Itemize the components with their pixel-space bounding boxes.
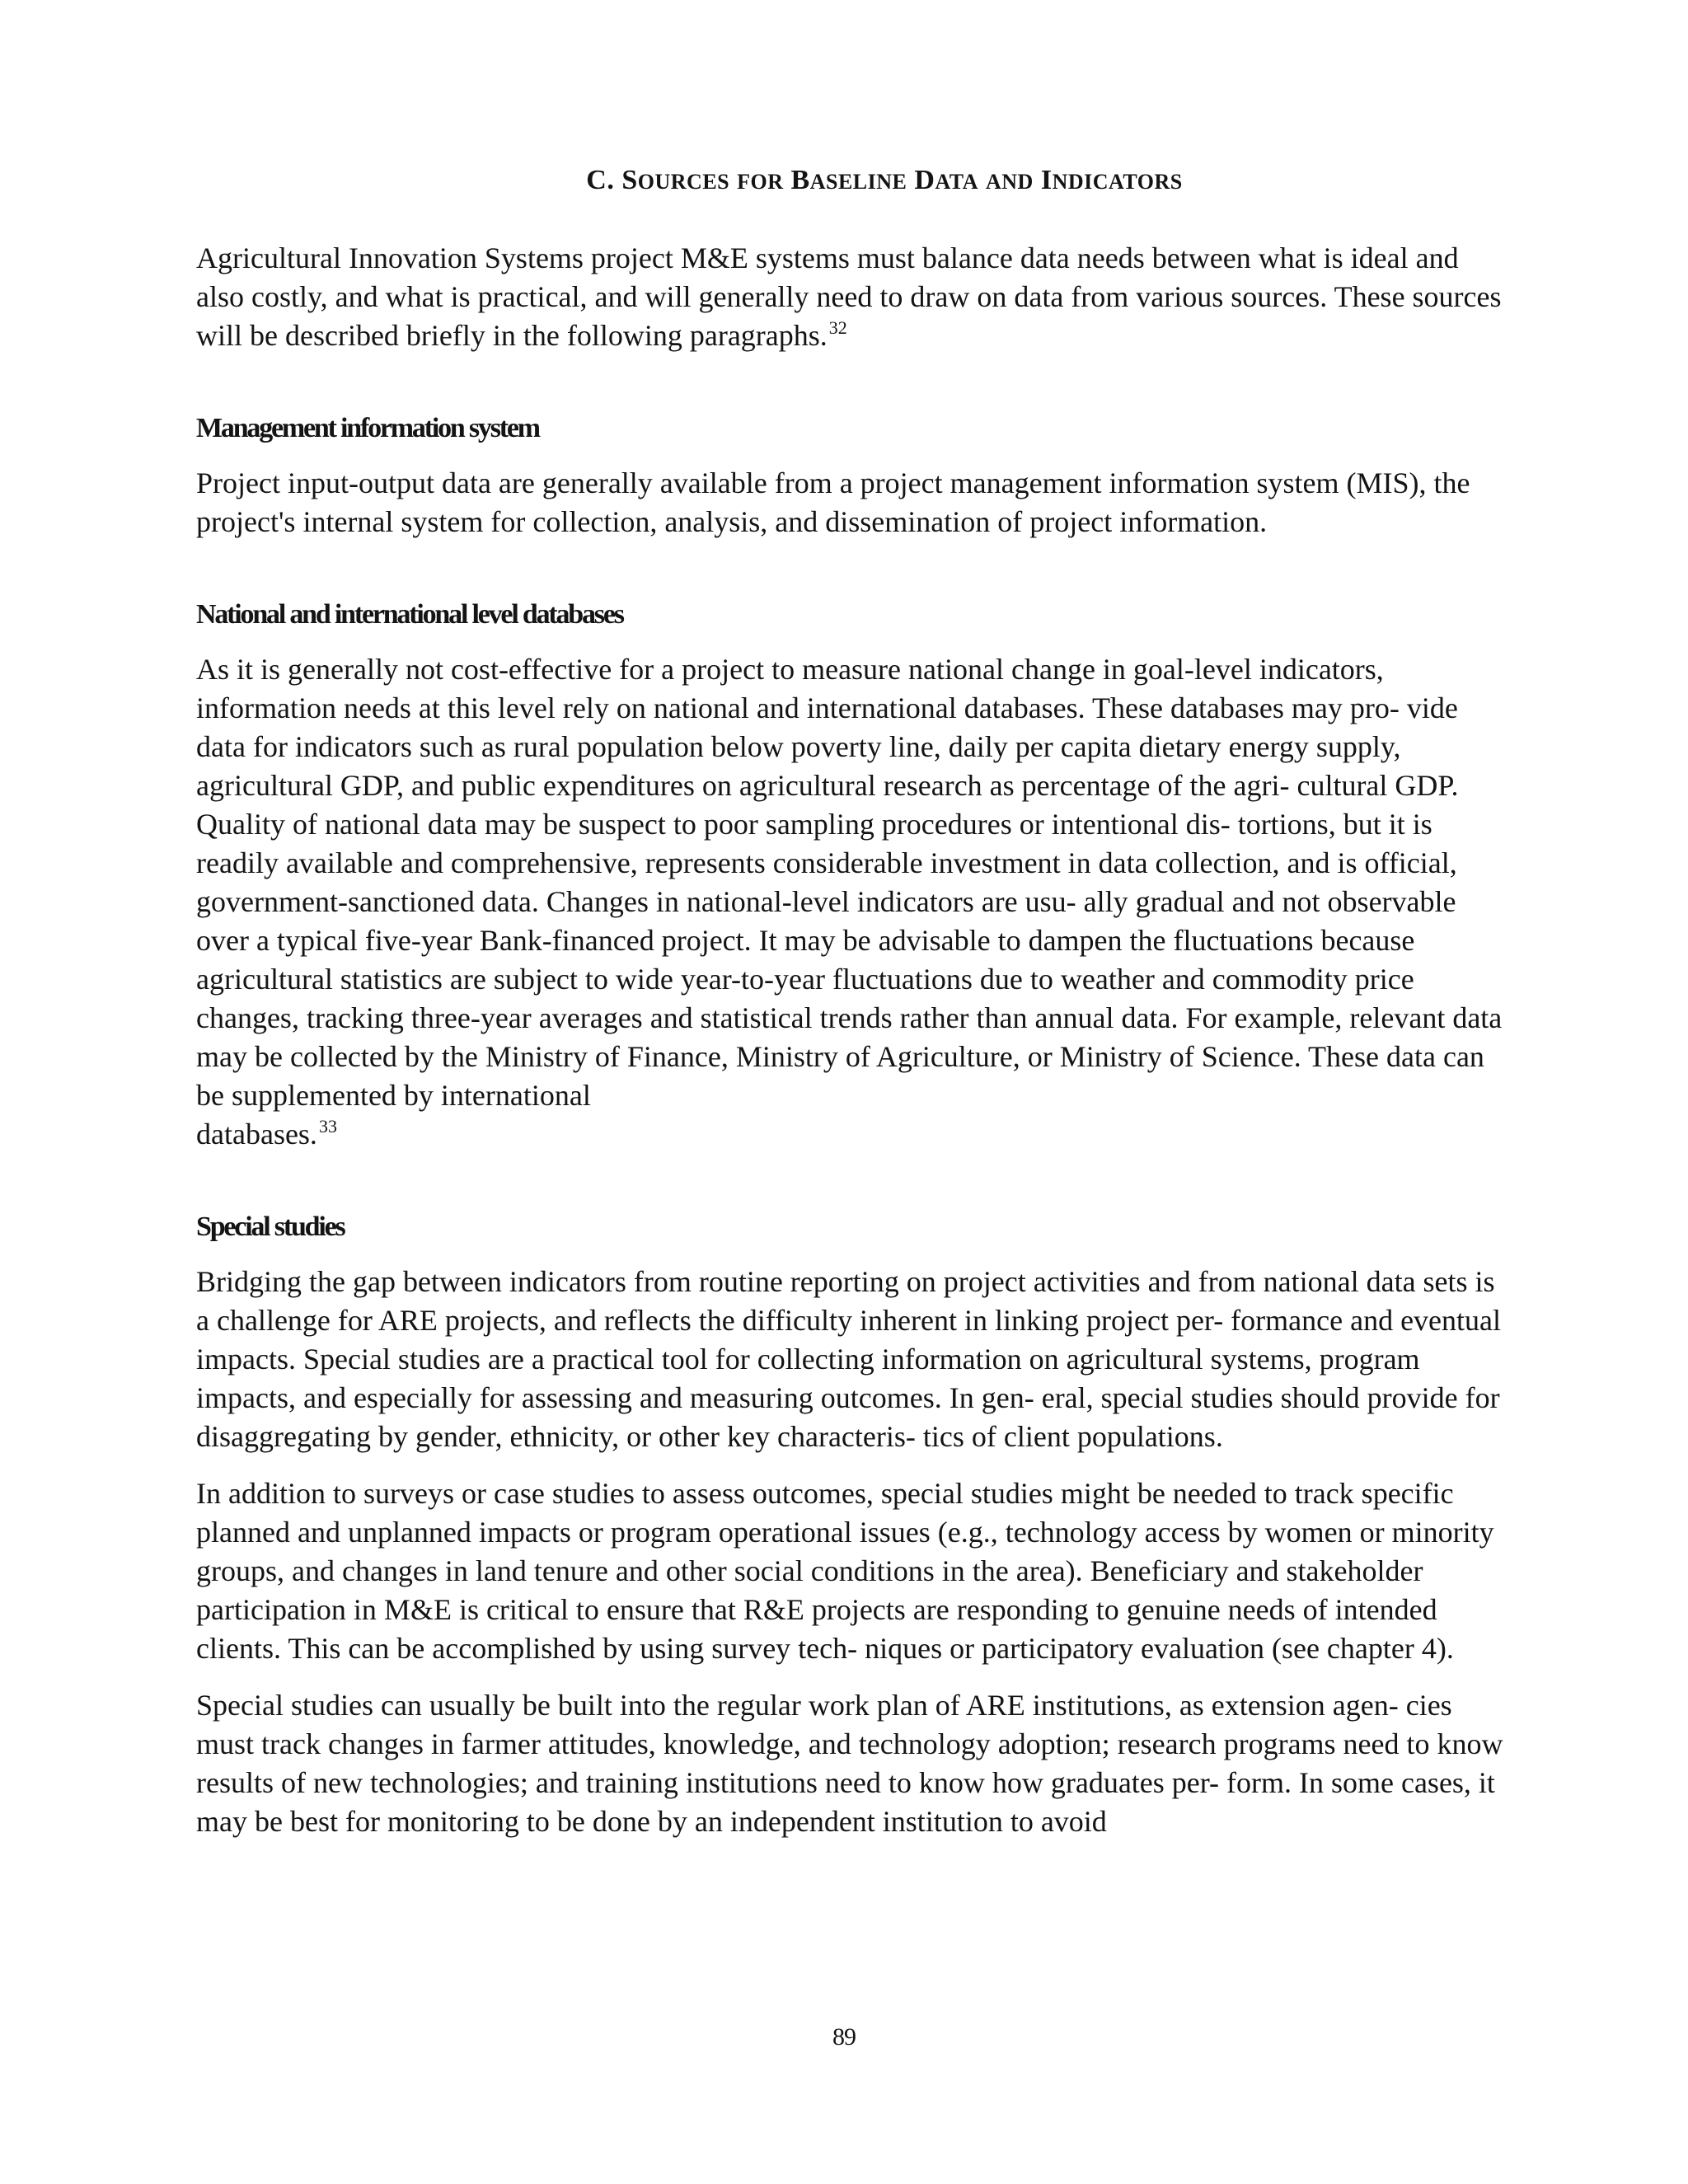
section-title-word: BASELINE bbox=[790, 165, 907, 195]
special-studies-heading: Special studies bbox=[196, 1212, 345, 1242]
footnote-ref-33[interactable]: 33 bbox=[318, 1116, 337, 1137]
footnote-ref-32[interactable]: 32 bbox=[828, 317, 847, 338]
databases-heading: National and international level databases bbox=[196, 599, 623, 630]
mis-heading: Management information system bbox=[196, 413, 539, 443]
databases-paragraph: As it is generally not cost-effective for a project to measure national change in goal-level indicators, information needs at this level rely on national and international databases. These databases may pro- vide data for indicators such as rural population below poverty line, daily per capita dietary energy supply, agricultural GDP, and public expenditures on agricultural research as percentage of the agri- cultural GDP. Quality of national data may be suspect to poor sampling procedures or intentional dis- tortions, but it is readily available and comprehensive, represents considerable investment in data collection, and is official, government-sanctioned data. Changes in national-level indicators are usu- ally gradual and not observable over a typical five-year Bank-financed project. It may be advisable to dampen the fluctuations because agricultural statistics are subject to wide year-to-year fluctuations due to weather and commodity price changes, tracking three-year averages and statistical trends rather than annual data. For example, relevant data may be collected by the Ministry of Finance, Ministry of Agriculture, or Ministry of Science. These data can be supplemented by international databases.$^{33}$ bbox=[196, 653, 1503, 1151]
section-title-word: AND bbox=[985, 170, 1034, 194]
special-studies-paragraph-3: Special studies can usually be built into the regular work plan of ARE institutions, as extension agen- cies must track changes in farmer attitudes, knowledge, and technology adoption; research programs need to know results of new technologies; and training institutions need to know how graduates per- form. In some cases, it may be best for monitoring to be done by an independent institution to avoid bbox=[196, 1689, 1503, 1838]
section-letter: C. bbox=[586, 165, 615, 195]
special-studies-paragraph-1: Bridging the gap between indicators from routine reporting on project activities and from national data sets is a challenge for ARE projects, and reflects the difficulty inherent in linking project per- formance and eventual impacts. Special studies are a practical tool for collecting information on agricultural systems, program impacts, and especially for assessing and measuring outcomes. In gen- eral, special studies should provide for disaggregating by gender, ethnicity, or other key characteris- tics of client populations. bbox=[196, 1265, 1502, 1453]
page-content bbox=[196, 165, 1507, 1841]
intro-paragraph: Agricultural Innovation Systems project M&E systems must balance data needs between what is ideal and also costly, and what is practical, and will generally need to draw on data from various sources. These sources will be described briefly in the following paragraphs.$^{32}$ bbox=[196, 241, 1502, 352]
section-title-word: SOURCES bbox=[621, 165, 730, 195]
section-title-word: FOR bbox=[737, 170, 784, 194]
section-title-word: DATA bbox=[914, 165, 978, 195]
mis-paragraph: Project input-output data are generally available from a project management information system (MIS), the project's internal system for collection, analysis, and dissemination of project information. bbox=[196, 466, 1470, 538]
section-title-word: INDICATORS bbox=[1040, 165, 1183, 195]
section-title bbox=[196, 165, 1507, 196]
special-studies-paragraph-2: In addition to surveys or case studies to assess outcomes, special studies might be needed to track specific planned and unplanned impacts or program operational issues (e.g., technology access by women or minority groups, and changes in land tenure and other social conditions in the area). Beneficiary and stakeholder participation in M&E is critical to ensure that R&E projects are responding to genuine needs of intended clients. This can be accomplished by using survey tech- niques or participatory evaluation (see chapter 4). bbox=[196, 1477, 1494, 1665]
page-number: 89 bbox=[832, 2023, 856, 2050]
